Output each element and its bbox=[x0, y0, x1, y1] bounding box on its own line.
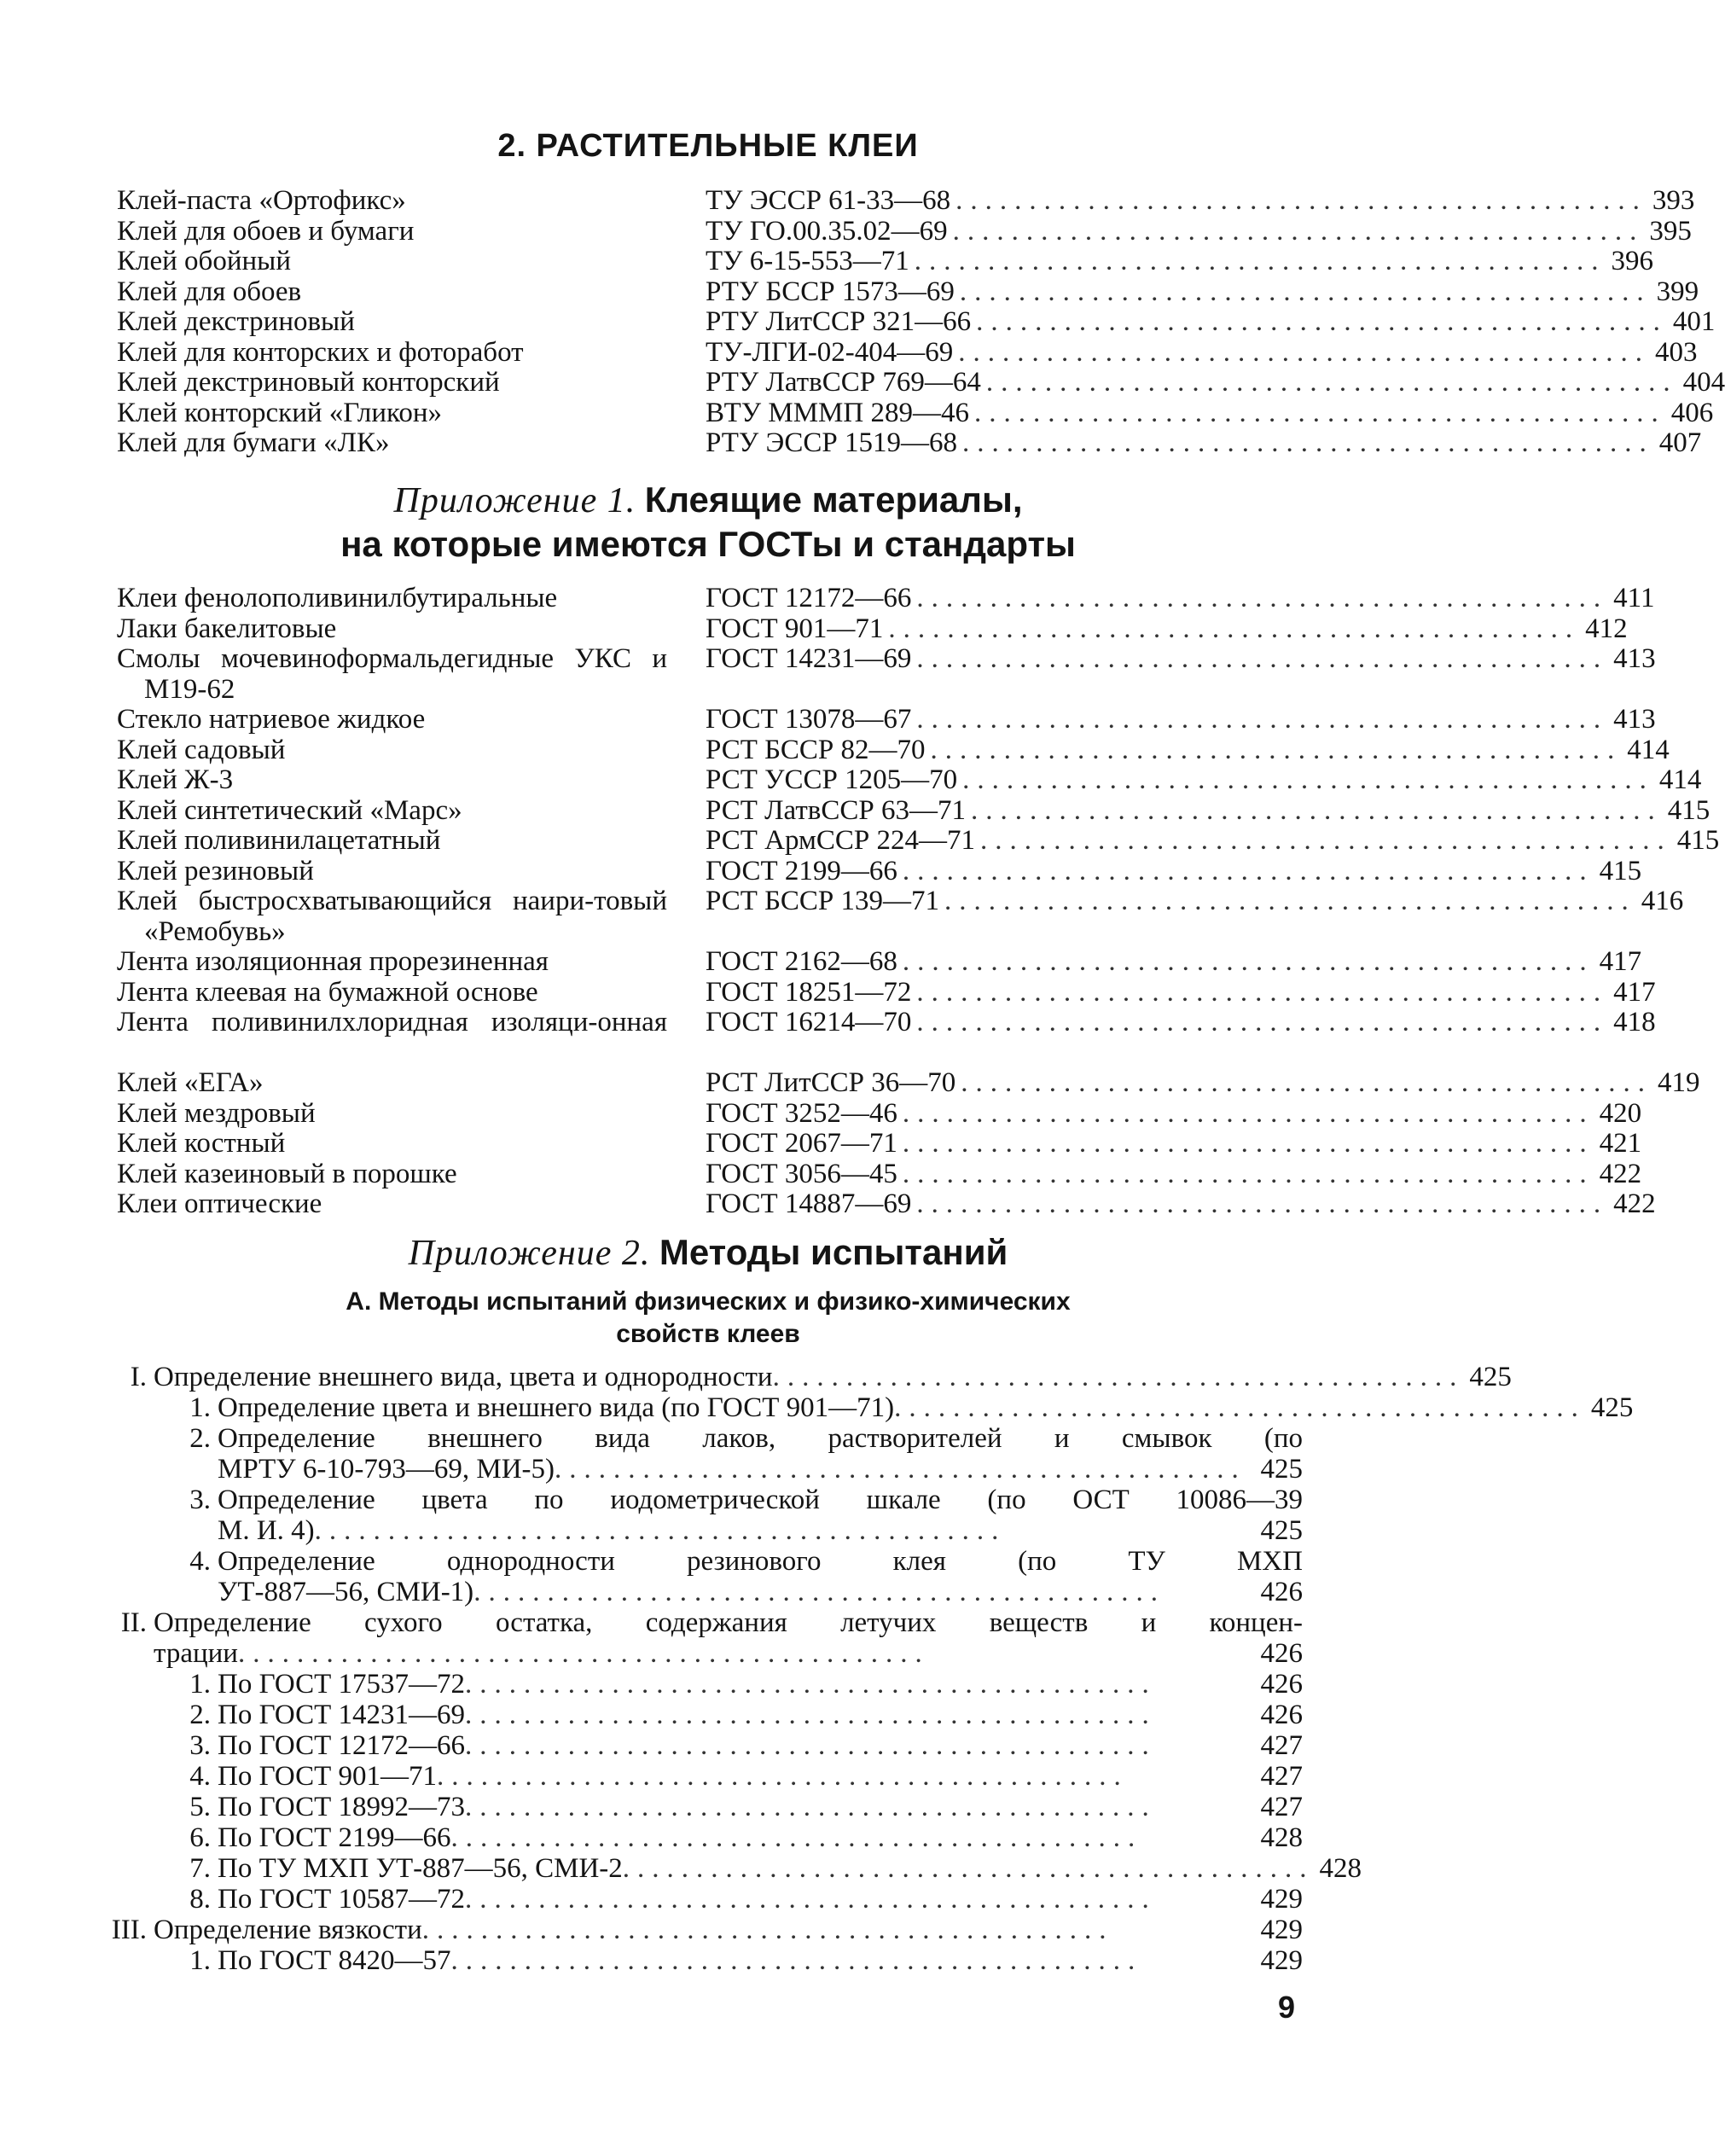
section-title: 2. РАСТИТЕЛЬНЫЕ КЛЕИ bbox=[497, 128, 919, 164]
item-name: Клей для обоев и бумаги bbox=[117, 215, 415, 247]
page-ref: 422 bbox=[1599, 1158, 1642, 1189]
page-ref: 426 bbox=[1260, 1638, 1303, 1669]
leader-dots: ............................................... bbox=[902, 1128, 1594, 1159]
page-ref: 413 bbox=[1613, 643, 1656, 674]
appendix1-title-line2: на которые имеются ГОСТы и стандарты bbox=[340, 524, 1076, 564]
page-ref: 421 bbox=[1599, 1128, 1642, 1159]
leader-dots: ............................................... bbox=[961, 1067, 1653, 1098]
leader-dots: ............................................... bbox=[959, 276, 1652, 307]
toc-number: 1. bbox=[189, 1669, 211, 1700]
table-row bbox=[117, 764, 1702, 796]
standard-code: ГОСТ 3252—46 bbox=[706, 1097, 897, 1129]
toc-text: По ГОСТ 18992—73 bbox=[218, 1792, 465, 1822]
toc-text-cont: трации bbox=[154, 1638, 238, 1669]
table-row bbox=[117, 215, 1692, 247]
leader-dots: ............................................... bbox=[952, 215, 1645, 247]
leader-dots: ............................................... bbox=[622, 1853, 1315, 1884]
page-ref: 428 bbox=[1260, 1822, 1303, 1853]
leader-dots: ............................................... bbox=[958, 336, 1651, 368]
leader-dots: ............................................... bbox=[902, 946, 1594, 977]
item-name: Клей «ЕГА» bbox=[117, 1067, 264, 1098]
item-name: Лента изоляционная прорезиненная bbox=[117, 946, 549, 977]
leader-dots: ............................................... bbox=[902, 1158, 1594, 1189]
page-ref: 429 bbox=[1260, 1945, 1303, 1976]
page-ref: 416 bbox=[1641, 886, 1684, 916]
standard-code: ТУ-ЛГИ-02-404—69 bbox=[706, 336, 954, 368]
leader-dots: ............................................... bbox=[955, 185, 1647, 216]
item-name: Клей конторский «Гликон» bbox=[117, 397, 443, 428]
toc-text: По ГОСТ 8420—57 bbox=[218, 1945, 451, 1976]
standard-code: ТУ 6-15-553—71 bbox=[706, 246, 909, 276]
table-row bbox=[117, 946, 1642, 978]
standard-code: РСТ УССР 1205—70 bbox=[706, 764, 958, 795]
page-ref: 404 bbox=[1682, 367, 1725, 398]
toc-entry-continuation bbox=[154, 1515, 1303, 1546]
toc-entry bbox=[154, 1761, 1303, 1792]
table-row bbox=[117, 1128, 1642, 1159]
item-name: Клей казеиновый в порошке bbox=[117, 1158, 457, 1189]
toc-number: 2. bbox=[189, 1700, 211, 1730]
leader-dots: ............................................... bbox=[473, 1577, 1165, 1607]
leader-dots: ............................................... bbox=[902, 855, 1594, 886]
standard-code: ГОСТ 14887—69 bbox=[706, 1188, 912, 1219]
standard-code: ГОСТ 18251—72 bbox=[706, 976, 912, 1008]
leader-dots: ............................................... bbox=[465, 1884, 1157, 1915]
item-name: Лента клеевая на бумажной основе bbox=[117, 976, 538, 1008]
toc-number: II. bbox=[120, 1607, 147, 1638]
page-ref: 417 bbox=[1613, 976, 1656, 1008]
page-ref: 415 bbox=[1676, 825, 1720, 856]
table-row bbox=[117, 643, 1656, 705]
toc-entry-continuation bbox=[154, 1638, 1303, 1669]
standard-code: ГОСТ 901—71 bbox=[706, 613, 884, 644]
toc-entry-continuation bbox=[154, 1577, 1303, 1607]
toc-number: 4. bbox=[189, 1761, 211, 1792]
appendix1-title-line1: Клеящие материалы, bbox=[644, 479, 1023, 520]
page-ref: 425 bbox=[1469, 1362, 1512, 1392]
toc-text: Определение внешнего вида, цвета и однородности bbox=[154, 1362, 773, 1392]
toc-text: По ГОСТ 2199—66 bbox=[218, 1822, 451, 1853]
leader-dots: ............................................... bbox=[961, 427, 1654, 458]
page-ref: 425 bbox=[1260, 1454, 1303, 1485]
standard-code: ГОСТ 2067—71 bbox=[706, 1128, 897, 1159]
page-ref: 406 bbox=[1670, 397, 1714, 428]
page-ref: 411 bbox=[1613, 583, 1655, 613]
page-number: 9 bbox=[1277, 1990, 1296, 2025]
toc-entry bbox=[154, 1853, 1362, 1884]
standard-code: РТУ ЭССР 1519—68 bbox=[706, 427, 957, 458]
item-name: Клей мездровый bbox=[117, 1097, 316, 1129]
item-name: Смолы мочевиноформальдегидные УКС и М19-62 bbox=[117, 643, 667, 705]
leader-dots: ............................................... bbox=[437, 1761, 1129, 1792]
leader-dots: ............................................... bbox=[894, 1392, 1586, 1423]
standard-code: ГОСТ 3056—45 bbox=[706, 1158, 897, 1189]
standard-code: РТУ ЛитССР 321—66 bbox=[706, 306, 972, 337]
leader-dots: ............................................... bbox=[421, 1915, 1114, 1945]
table-row bbox=[117, 704, 1656, 735]
page-ref: 418 bbox=[1613, 1007, 1656, 1037]
toc-text: Определение внешнего вида лаков, растворителей и смывок (по bbox=[218, 1423, 1303, 1454]
page-ref: 395 bbox=[1649, 215, 1692, 247]
toc-number: 1. bbox=[189, 1392, 211, 1423]
item-name: Клей быстросхватывающийся наири-товый «Ремобувь» bbox=[117, 886, 667, 947]
toc-text: Определение цвета и внешнего вида (по ГОСТ 901—71) bbox=[218, 1392, 895, 1423]
item-name: Клей-паста «Ортофикс» bbox=[117, 185, 406, 216]
standard-code: ГОСТ 14231—69 bbox=[706, 643, 912, 674]
toc-entry bbox=[154, 1884, 1303, 1915]
table-row bbox=[117, 583, 1655, 614]
toc-entry bbox=[154, 1423, 1303, 1454]
toc-text-cont: М. И. 4) bbox=[218, 1515, 315, 1546]
page-ref: 417 bbox=[1599, 946, 1642, 977]
toc-text: Определение цвета по иодометрической шкале (по ОСТ 10086—39 bbox=[218, 1485, 1303, 1515]
page-ref: 422 bbox=[1613, 1188, 1656, 1219]
item-name: Клей для обоев bbox=[117, 276, 302, 307]
toc-number: III. bbox=[111, 1915, 147, 1945]
leader-dots: ............................................... bbox=[916, 1007, 1609, 1037]
table-row bbox=[117, 1158, 1642, 1190]
toc-number: 2. bbox=[189, 1423, 211, 1454]
toc-entry-continuation bbox=[154, 1454, 1303, 1485]
methods-toc bbox=[111, 1362, 1634, 1976]
table-row bbox=[117, 886, 1684, 947]
appendix1-heading-line2 bbox=[111, 522, 1305, 567]
item-name: Лента поливинилхлоридная изоляци-онная bbox=[117, 1007, 667, 1037]
toc-number: 3. bbox=[189, 1730, 211, 1761]
leader-dots: ............................................... bbox=[555, 1454, 1246, 1485]
item-name: Клей Ж-3 bbox=[117, 764, 234, 795]
leader-dots: ............................................... bbox=[450, 1945, 1143, 1976]
toc-entry bbox=[120, 1607, 1303, 1638]
page-ref: 429 bbox=[1260, 1915, 1303, 1945]
item-name: Клей для конторских и фоторабот bbox=[117, 336, 524, 368]
toc-text: По ГОСТ 17537—72 bbox=[218, 1669, 465, 1700]
item-name: Клей резиновый bbox=[117, 855, 314, 886]
leader-dots: ............................................... bbox=[976, 306, 1668, 337]
item-name: Клей обойный bbox=[117, 246, 291, 276]
standard-code: ГОСТ 2162—68 bbox=[706, 946, 897, 977]
toc-text: Определение сухого остатка, содержания летучих веществ и концен- bbox=[154, 1607, 1303, 1638]
section2-table bbox=[117, 185, 1725, 459]
leader-dots: ............................................... bbox=[980, 825, 1672, 856]
toc-entry bbox=[154, 1669, 1303, 1700]
table-row bbox=[117, 1188, 1656, 1220]
toc-text: По ГОСТ 12172—66 bbox=[218, 1730, 465, 1761]
leader-dots: ............................................... bbox=[902, 1097, 1594, 1129]
table-row bbox=[117, 1067, 1700, 1099]
item-name: Клей синтетический «Марс» bbox=[117, 794, 462, 826]
page-ref: 420 bbox=[1599, 1097, 1642, 1129]
appendix2-label: Приложение 2. bbox=[408, 1234, 651, 1273]
toc-text: Определение однородности резинового клея (по ТУ МХП bbox=[218, 1546, 1303, 1577]
page-ref: 428 bbox=[1319, 1853, 1362, 1884]
leader-dots: ............................................... bbox=[914, 246, 1606, 276]
page-ref: 399 bbox=[1656, 276, 1699, 307]
toc-text: По ГОСТ 901—71 bbox=[218, 1761, 437, 1792]
leader-dots: ............................................... bbox=[916, 643, 1609, 674]
leader-dots: ............................................... bbox=[944, 886, 1636, 916]
table-row bbox=[117, 367, 1725, 398]
page-ref: 414 bbox=[1658, 764, 1702, 795]
leader-dots: ............................................... bbox=[970, 794, 1663, 826]
leader-dots: ............................................... bbox=[888, 613, 1581, 644]
leader-dots: ............................................... bbox=[973, 397, 1666, 428]
toc-text-cont: УТ-887—56, СМИ-1) bbox=[218, 1577, 474, 1607]
item-name: Клей для бумаги «ЛК» bbox=[117, 427, 390, 458]
appendix2-title: Методы испытаний bbox=[659, 1232, 1008, 1272]
leader-dots: ............................................... bbox=[930, 734, 1623, 765]
toc-entry bbox=[154, 1945, 1303, 1976]
page-ref: 415 bbox=[1599, 855, 1642, 886]
leader-dots: ............................................... bbox=[916, 1188, 1609, 1219]
toc-text: По ГОСТ 14231—69 bbox=[218, 1700, 465, 1730]
standard-code: РСТ АрмССР 224—71 bbox=[706, 825, 976, 856]
page-ref: 419 bbox=[1658, 1067, 1700, 1098]
toc-entry bbox=[154, 1546, 1303, 1577]
leader-dots: ............................................... bbox=[450, 1822, 1143, 1853]
item-name: Клей декстриновый конторский bbox=[117, 367, 500, 398]
standard-code: ГОСТ 2199—66 bbox=[706, 855, 897, 886]
toc-entry bbox=[154, 1822, 1303, 1853]
standard-code: ГОСТ 13078—67 bbox=[706, 704, 912, 735]
table-row bbox=[117, 825, 1720, 857]
page-ref: 429 bbox=[1260, 1884, 1303, 1915]
subsection-a-line1: А. Методы испытаний физических и физико-химических bbox=[346, 1287, 1071, 1316]
toc-entry bbox=[154, 1392, 1634, 1423]
standard-code: ГОСТ 16214—70 bbox=[706, 1007, 912, 1037]
toc-text-cont: МРТУ 6-10-793—69, МИ-5) bbox=[218, 1454, 555, 1485]
table-row bbox=[117, 613, 1628, 645]
table-row bbox=[117, 185, 1695, 217]
toc-number: 7. bbox=[189, 1853, 211, 1884]
item-name: Лаки бакелитовые bbox=[117, 613, 337, 644]
page-ref: 412 bbox=[1585, 613, 1628, 644]
item-name: Клей декстриновый bbox=[117, 306, 355, 337]
standard-code: ВТУ МММП 289—46 bbox=[706, 397, 969, 428]
page-ref: 427 bbox=[1260, 1730, 1303, 1761]
table-row bbox=[117, 1097, 1642, 1130]
standard-code: РСТ ЛитССР 36—70 bbox=[706, 1067, 956, 1098]
toc-number: 4. bbox=[189, 1546, 211, 1577]
toc-entry bbox=[154, 1485, 1303, 1515]
toc-number: 1. bbox=[189, 1945, 211, 1976]
toc-number: 6. bbox=[189, 1822, 211, 1853]
standard-code: РТУ БССР 1573—69 bbox=[706, 276, 955, 307]
appendix1-table bbox=[117, 583, 1720, 1220]
page-ref: 415 bbox=[1667, 794, 1710, 826]
table-row bbox=[117, 427, 1702, 459]
table-row bbox=[117, 246, 1654, 277]
table-row bbox=[117, 1007, 1656, 1068]
toc-entry bbox=[154, 1792, 1303, 1822]
table-row bbox=[117, 397, 1714, 429]
leader-dots: ............................................... bbox=[772, 1362, 1465, 1392]
table-row bbox=[117, 276, 1699, 308]
page-ref: 425 bbox=[1590, 1392, 1634, 1423]
appendix1-label: Приложение 1. bbox=[393, 481, 636, 520]
table-row bbox=[117, 794, 1710, 827]
table-row bbox=[117, 734, 1670, 766]
leader-dots: ............................................... bbox=[465, 1669, 1157, 1700]
page-ref: 414 bbox=[1627, 734, 1670, 765]
standard-code: ТУ ГО.00.35.02—69 bbox=[706, 215, 948, 247]
page-ref: 426 bbox=[1260, 1577, 1303, 1607]
page-ref: 396 bbox=[1611, 246, 1654, 276]
toc-number: 8. bbox=[189, 1884, 211, 1915]
toc-number: 5. bbox=[189, 1792, 211, 1822]
page-ref: 426 bbox=[1260, 1700, 1303, 1730]
item-name: Клеи оптические bbox=[117, 1188, 322, 1219]
toc-entry bbox=[154, 1730, 1303, 1761]
page-ref: 403 bbox=[1655, 336, 1698, 368]
appendix2-heading bbox=[111, 1230, 1305, 1276]
page-ref: 425 bbox=[1260, 1515, 1303, 1546]
page-ref: 407 bbox=[1658, 427, 1702, 458]
item-name: Клей костный bbox=[117, 1128, 286, 1159]
leader-dots: ............................................... bbox=[465, 1730, 1157, 1761]
page-ref: 393 bbox=[1652, 185, 1695, 216]
leader-dots: ............................................... bbox=[916, 704, 1609, 735]
standard-code: РСТ БССР 82—70 bbox=[706, 734, 926, 765]
leader-dots: ............................................... bbox=[314, 1515, 1007, 1546]
standard-code: РТУ ЛатвССР 769—64 bbox=[706, 367, 981, 398]
standard-code: ГОСТ 12172—66 bbox=[706, 583, 912, 613]
table-row bbox=[117, 336, 1698, 369]
toc-entry bbox=[130, 1362, 1512, 1392]
standard-code: РСТ БССР 139—71 bbox=[706, 886, 940, 916]
page-ref: 427 bbox=[1260, 1792, 1303, 1822]
toc-text: По ТУ МХП УТ-887—56, СМИ-2 bbox=[218, 1853, 623, 1884]
page-ref: 427 bbox=[1260, 1761, 1303, 1792]
table-row bbox=[117, 306, 1716, 338]
leader-dots: ............................................... bbox=[237, 1638, 930, 1669]
toc-entry bbox=[111, 1915, 1303, 1945]
item-name: Клеи фенолополивинилбутиральные bbox=[117, 583, 558, 613]
toc-number: 3. bbox=[189, 1485, 211, 1515]
subsection-a-line2: свойств клеев bbox=[616, 1320, 800, 1348]
page-ref: 413 bbox=[1613, 704, 1656, 735]
leader-dots: ............................................... bbox=[465, 1792, 1157, 1822]
item-name: Клей садовый bbox=[117, 734, 286, 765]
toc-text: Определение вязкости bbox=[154, 1915, 422, 1945]
leader-dots: ............................................... bbox=[465, 1700, 1157, 1730]
table-row bbox=[117, 976, 1656, 1008]
toc-text: По ГОСТ 10587—72 bbox=[218, 1884, 465, 1915]
leader-dots: ............................................... bbox=[962, 764, 1654, 795]
toc-number: I. bbox=[130, 1362, 147, 1392]
standard-code: ТУ ЭССР 61-33—68 bbox=[706, 185, 951, 216]
leader-dots: ............................................... bbox=[985, 367, 1678, 398]
table-row bbox=[117, 855, 1642, 887]
page-ref: 426 bbox=[1260, 1669, 1303, 1700]
page-ref: 401 bbox=[1672, 306, 1716, 337]
leader-dots: ............................................... bbox=[916, 976, 1609, 1008]
item-name: Стекло натриевое жидкое bbox=[117, 704, 426, 735]
toc-entry bbox=[154, 1700, 1303, 1730]
item-name: Клей поливинилацетатный bbox=[117, 825, 441, 856]
leader-dots: ............................................... bbox=[916, 583, 1609, 613]
appendix1-heading bbox=[111, 478, 1305, 523]
standard-code: РСТ ЛатвССР 63—71 bbox=[706, 794, 966, 826]
